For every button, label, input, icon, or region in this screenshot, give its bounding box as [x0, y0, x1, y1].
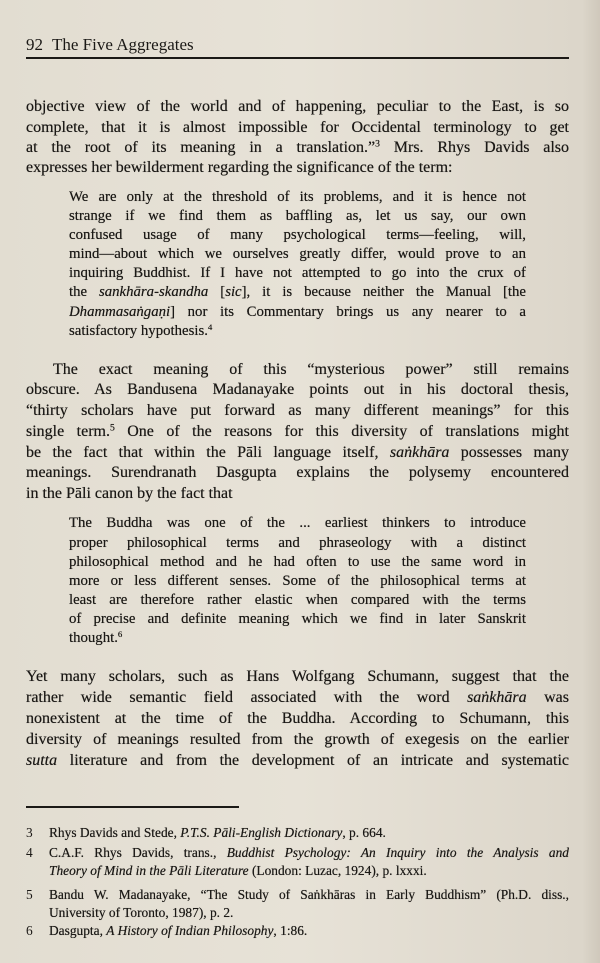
- text-run: literature and from the development of an intricate and systematic: [57, 751, 569, 769]
- text-run: , p. 664.: [342, 824, 386, 840]
- italic-term: sutta: [26, 751, 58, 769]
- paragraph-line: [26, 729, 569, 750]
- block-quote-line: [69, 571, 526, 591]
- text-run: objective view of the world and of happening, peculiar to the East, is so: [26, 97, 569, 115]
- italic-term: P.T.S. Pāli-English Dictionary: [180, 824, 343, 840]
- paragraph-line: [26, 157, 569, 178]
- text-run: least are therefore rather elastic when compared with the terms: [69, 592, 526, 608]
- footnote-line: [49, 903, 569, 922]
- paragraph-line: [26, 708, 569, 729]
- block-quote-line: [69, 225, 526, 245]
- text-run: expresses her bewilderment regarding the significance of the term:: [26, 158, 453, 176]
- text-run: was: [526, 688, 569, 706]
- block-quote-line: [69, 590, 526, 610]
- text-run: Yet many scholars, such as Hans Wolfgang Schumann, suggest that the: [26, 667, 569, 685]
- paragraph-line: [26, 687, 569, 708]
- paragraph-line: [26, 666, 569, 687]
- footnote-line: [49, 843, 569, 862]
- paragraph-line: [26, 379, 569, 400]
- header-rule: [26, 57, 569, 59]
- text-run: One of the reasons for this diversity of translations might: [114, 422, 569, 440]
- block-quote-line: [69, 206, 526, 226]
- footnote-line: [49, 921, 569, 940]
- italic-term: Buddhist Psychology: An Inquiry into the Analysis and: [226, 844, 569, 860]
- text-run: The exact meaning of this “mysterious power” still remains: [53, 360, 569, 378]
- paragraph-line: [26, 137, 569, 158]
- text-run: be the fact that within the Pāli language itself,: [26, 443, 390, 461]
- paragraph-line: [26, 483, 569, 504]
- block-quote-line: [69, 609, 526, 629]
- block-quote-line: [69, 552, 526, 572]
- block-quote-line: [69, 244, 526, 264]
- text-run: “thirty scholars have put forward as many different meanings” for this: [26, 401, 569, 419]
- text-run: Rhys Davids and Stede,: [49, 824, 181, 840]
- text-run: strange if we find them as baffling as, let us say, our own: [69, 208, 526, 224]
- text-run: The Buddha was one of the ... earliest thinkers to introduce: [69, 515, 526, 531]
- text-run: philosophical method and he had often to use the same word in: [69, 554, 526, 570]
- footnote-line: [49, 861, 569, 880]
- paragraph-line: [26, 750, 569, 771]
- italic-term: Dhammasaṅgaṇi: [69, 304, 171, 320]
- paragraph-line: [53, 359, 569, 380]
- footnote-marker[interactable]: 4: [207, 322, 213, 333]
- text-run: possesses many: [449, 443, 569, 461]
- text-run: rather wide semantic field associated with the word: [26, 688, 468, 706]
- text-run: obscure. As Bandusena Madanayake points out in his doctoral thesis,: [26, 380, 569, 398]
- text-run: [: [208, 284, 226, 300]
- italic-term: A History of Indian Philosophy: [106, 922, 274, 938]
- italic-term: sic: [225, 284, 242, 300]
- text-run: ], it is because neither the Manual [the: [241, 284, 526, 300]
- paragraph-line: [26, 96, 569, 117]
- running-title: The Five Aggregates: [52, 35, 194, 54]
- text-run: We are only at the threshold of its problems, and it is hence not: [69, 189, 526, 205]
- text-run: , 1:86.: [273, 922, 308, 938]
- text-run: meanings. Surendranath Dasgupta explains the polysemy encountered: [26, 463, 569, 481]
- text-run: nonexistent at the time of the Buddha. According to Schumann, this: [26, 709, 569, 727]
- block-quote-line: [69, 321, 526, 341]
- text-run: (London: Luzac, 1924), p. lxxxi.: [248, 862, 427, 878]
- footnote-number: 5: [26, 886, 33, 902]
- footnote-number: 4: [26, 844, 33, 860]
- footnote-line: [49, 823, 569, 842]
- paragraph-line: [26, 400, 569, 421]
- footnote-marker[interactable]: 6: [117, 629, 123, 640]
- text-run: the: [69, 284, 99, 300]
- italic-term: saṅkhāra: [389, 443, 450, 461]
- italic-term: sankhāra-skandha: [99, 284, 209, 300]
- text-run: in the Pāli canon by the fact that: [26, 484, 233, 502]
- text-run: of precise and definite meaning which we find in later Sanskrit: [69, 611, 526, 627]
- text-run: single term.: [26, 422, 110, 440]
- footnote-marker[interactable]: 3: [375, 138, 380, 150]
- text-run: Bandu W. Madanayake, “The Study of Saṅkhāras in Early Buddhism” (Ph.D. diss.,: [49, 886, 569, 902]
- text-run: Mrs. Rhys Davids also: [379, 138, 569, 156]
- block-quote-line: [69, 302, 526, 322]
- footnote-number: 6: [26, 922, 33, 938]
- footnote-marker[interactable]: 5: [110, 422, 115, 434]
- text-run: confused usage of many psychological terms—feeling, will,: [69, 227, 526, 243]
- paragraph-line: [26, 442, 569, 463]
- block-quote-line: [69, 282, 526, 302]
- block-quote-line: [69, 263, 526, 283]
- block-quote-line: [69, 628, 526, 648]
- text-run: proper philosophical terms and phraseology with a distinct: [69, 535, 526, 551]
- italic-term: saṅkhāra: [467, 688, 527, 706]
- paragraph-line: [26, 117, 569, 138]
- text-run: ] nor its Commentary brings us any nearer to a: [170, 304, 526, 320]
- text-run: thought.: [69, 630, 118, 646]
- paragraph-line: [26, 462, 569, 483]
- italic-term: Theory of Mind in the Pāli Literature: [49, 862, 249, 878]
- paragraph-line: [26, 421, 569, 442]
- text-run: C.A.F. Rhys Davids, trans.,: [49, 844, 227, 860]
- page-number: 92: [26, 35, 43, 54]
- footnote-line: [49, 885, 569, 904]
- footnote-number: 3: [26, 824, 33, 840]
- text-run: inquiring Buddhist. If I have not attempted to go into the crux of: [69, 265, 526, 281]
- text-run: complete, that it is almost impossible for Occidental terminology to get: [26, 118, 569, 136]
- block-quote-line: [69, 513, 526, 533]
- text-run: mind—about which we ourselves greatly differ, would prove to an: [69, 246, 526, 262]
- text-run: at the root of its meaning in a translation.”: [26, 138, 376, 156]
- block-quote-line: [69, 187, 526, 207]
- running-header: [26, 33, 194, 57]
- text-run: more or less different senses. Some of the philosophical terms at: [69, 573, 526, 589]
- text-run: diversity of meanings resulted from the growth of exegesis on the earlier: [26, 730, 569, 748]
- text-run: University of Toronto, 1987), p. 2.: [49, 904, 234, 920]
- text-run: satisfactory hypothesis.: [69, 323, 208, 339]
- block-quote-line: [69, 533, 526, 553]
- text-run: Dasgupta,: [49, 922, 107, 938]
- footnote-rule: [26, 806, 239, 808]
